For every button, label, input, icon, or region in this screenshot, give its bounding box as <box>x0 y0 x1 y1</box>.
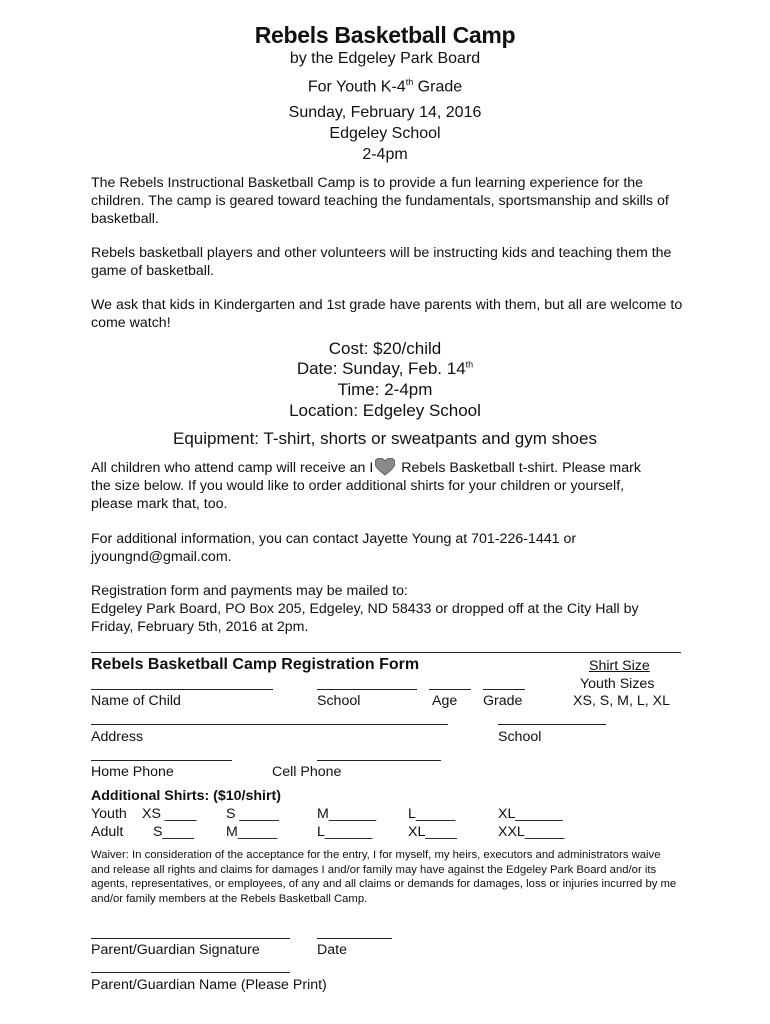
contact-paragraph <box>91 530 691 566</box>
name-label: Name of Child <box>91 693 181 709</box>
youth-row-label: Youth <box>91 806 127 822</box>
cell-phone-label: Cell Phone <box>272 764 342 780</box>
adult-s-field[interactable]: S____ <box>153 824 195 840</box>
signature-label: Parent/Guardian Signature <box>91 942 260 958</box>
grade-field[interactable] <box>483 689 525 690</box>
shirt-line-1-start: All children who attend camp will receive an I <box>91 460 374 476</box>
youth-m-field[interactable]: M______ <box>317 806 377 822</box>
youth-l-field[interactable]: L_____ <box>408 806 456 822</box>
school-field-2[interactable] <box>498 724 606 725</box>
age-label: Age <box>432 693 458 709</box>
school-field[interactable] <box>317 689 417 690</box>
mailing-line-3: Friday, February 5th, 2016 at 2pm. <box>91 619 309 635</box>
form-title: Rebels Basketball Camp Registration Form <box>91 656 420 673</box>
mailing-line-1: Registration form and payments may be mailed to: <box>91 583 409 599</box>
adult-l-field[interactable]: L______ <box>317 824 373 840</box>
youth-sizes-label: Youth Sizes <box>580 676 655 692</box>
section-divider <box>91 652 681 653</box>
event-date: Sunday, February 14, 2016 <box>288 104 482 121</box>
youth-xs-field[interactable]: XS ____ <box>142 806 197 822</box>
adult-row-label: Adult <box>91 824 124 840</box>
home-phone-label: Home Phone <box>91 764 174 780</box>
school-label: School <box>317 693 361 709</box>
grade-text: For Youth K-4 <box>307 78 406 96</box>
additional-shirts-title: Additional Shirts: ($10/shirt) <box>91 788 281 804</box>
size-list: XS, S, M, L, XL <box>573 693 670 709</box>
waiver-text: Waiver: In consideration of the acceptance for the entry, I for myself, my heirs, executors and administrators waive and release all rights and claims for damages I and/or family may have against the Edgeley Park Board and/or its agents, representatives, or employees, of any and all claims or demands for damages, loss or injuries incurred by me and/or family members at the Rebels Basketball Camp. <box>91 849 677 905</box>
age-field[interactable] <box>429 689 471 690</box>
date-sup: th <box>465 359 474 370</box>
shirt-line-3: please mark that, too. <box>91 496 228 512</box>
mailing-paragraph <box>91 582 691 636</box>
adult-xl-field[interactable]: XL____ <box>408 824 457 840</box>
date-line <box>0 359 770 379</box>
address-field[interactable] <box>91 724 448 725</box>
camp-title: Rebels Basketball Camp <box>254 22 516 48</box>
grade-suffix: Grade <box>413 78 463 96</box>
signature-field[interactable] <box>91 938 290 939</box>
contact-email: jyoungnd@gmail.com. <box>91 549 232 565</box>
date-label: Date <box>317 942 347 958</box>
school-label-2: School <box>498 729 542 745</box>
event-time: 2-4pm <box>362 146 408 163</box>
subtitle: by the Edgeley Park Board <box>289 50 481 67</box>
print-name-field[interactable] <box>91 972 290 973</box>
shirt-line-1 <box>91 458 691 477</box>
print-name-label: Parent/Guardian Name (Please Print) <box>91 977 327 993</box>
shirt-size-heading: Shirt Size <box>589 658 650 674</box>
address-label: Address <box>91 729 144 745</box>
equipment-line: Equipment: T-shirt, shorts or sweatpants and gym shoes <box>173 429 597 448</box>
home-phone-field[interactable] <box>91 760 232 761</box>
grade-label: Grade <box>483 693 523 709</box>
shirt-paragraph <box>91 458 691 513</box>
cost-line: Cost: $20/child <box>328 339 442 358</box>
grade-sup: th <box>405 77 414 87</box>
intro-paragraph-1: The Rebels Instructional Basketball Camp is to provide a fun learning experience for the children. The camp is geared toward teaching the fundamentals, sportsmanship and skills of basketball. <box>91 175 669 227</box>
grade-line <box>0 77 770 96</box>
time-line: Time: 2-4pm <box>337 380 433 399</box>
date-field[interactable] <box>317 938 392 939</box>
adult-xxl-field[interactable]: XXL_____ <box>498 824 565 840</box>
name-field[interactable] <box>91 689 273 690</box>
event-place: Edgeley School <box>329 125 441 142</box>
intro-paragraph-3: We ask that kids in Kindergarten and 1st grade have parents with them, but all are welcome to come watch! <box>91 297 683 331</box>
contact-line-1: For additional information, you can contact Jayette Young at 701-226-1441 or <box>91 531 577 547</box>
cell-phone-field[interactable] <box>317 760 441 761</box>
intro-paragraph-2: Rebels basketball players and other volunteers will be instructing kids and teaching them the game of basketball. <box>91 245 672 279</box>
adult-m-field[interactable]: M_____ <box>226 824 278 840</box>
youth-xl-field[interactable]: XL______ <box>498 806 563 822</box>
date-text: Date: Sunday, Feb. 14 <box>296 359 466 378</box>
location-line: Location: Edgeley School <box>289 401 481 420</box>
mailing-line-2: Edgeley Park Board, PO Box 205, Edgeley, ND 58433 or dropped off at the City Hall by <box>91 601 639 617</box>
youth-s-field[interactable]: S _____ <box>226 806 279 822</box>
shirt-line-1-end: Rebels Basketball t-shirt. Please mark <box>397 460 641 476</box>
heart-icon <box>375 458 395 476</box>
shirt-line-2: the size below. If you would like to order additional shirts for your children or yourself, <box>91 478 625 494</box>
